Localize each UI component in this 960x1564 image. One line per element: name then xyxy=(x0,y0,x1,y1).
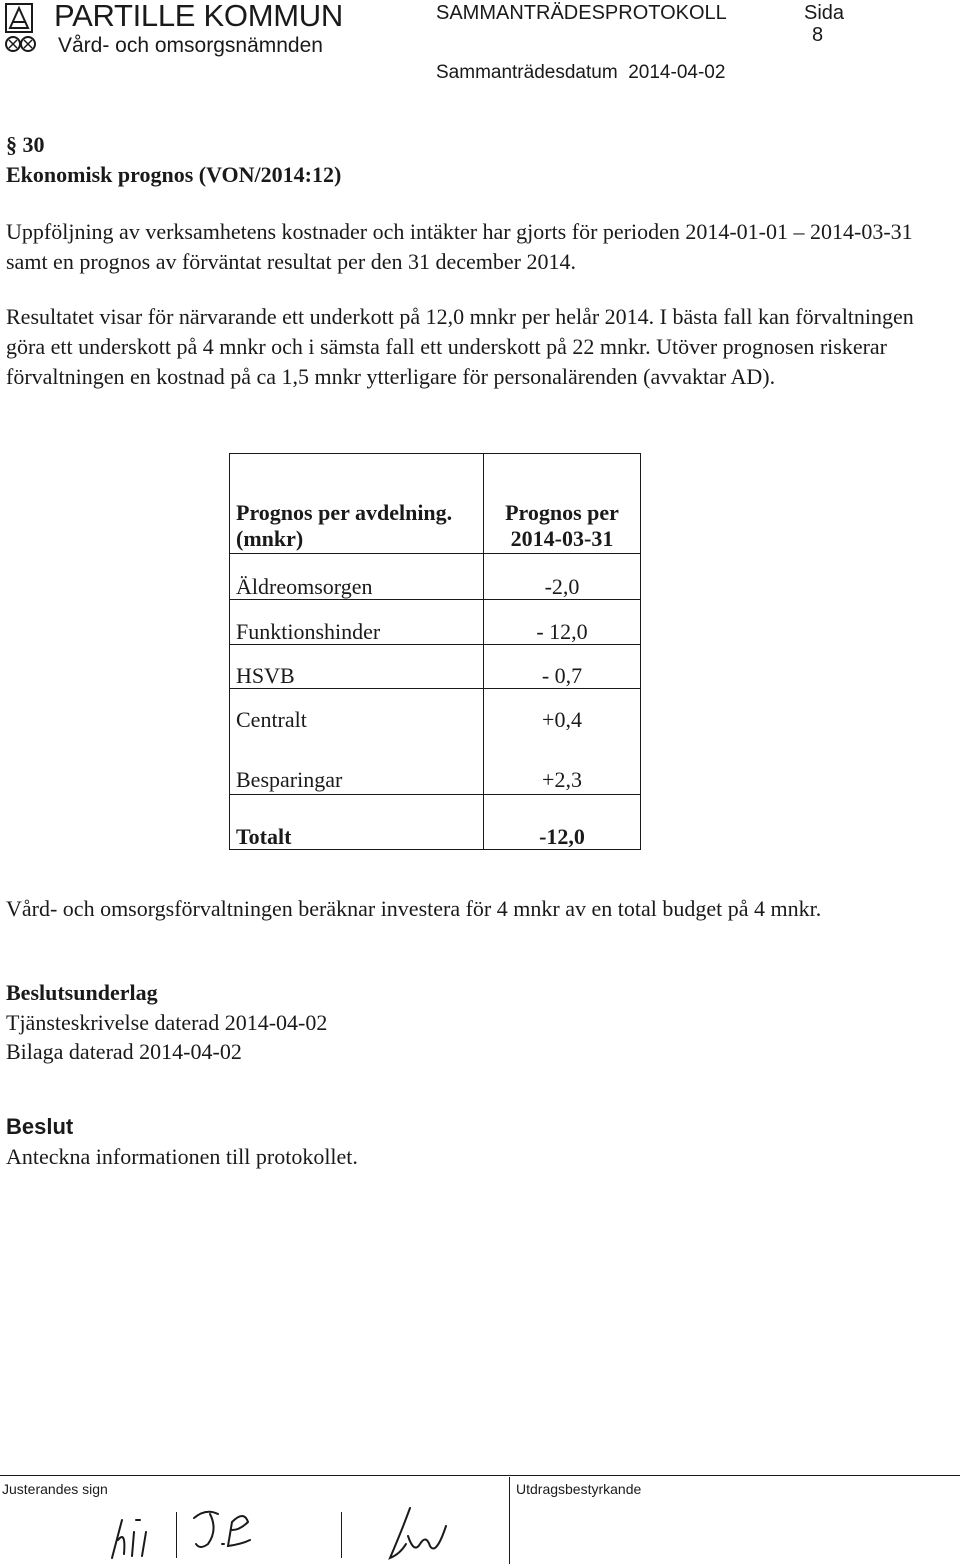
initials-divider xyxy=(176,1512,177,1558)
decision-text: Anteckna informationen till protokollet. xyxy=(6,1144,358,1169)
table-divider xyxy=(230,599,640,600)
initial-signature-3 xyxy=(380,1500,460,1564)
table-row-value: +0,4 xyxy=(542,707,582,732)
table-divider xyxy=(230,553,640,554)
table-header-left-2: (mnkr) xyxy=(236,526,304,551)
org-subtitle: Vård- och omsorgsnämnden xyxy=(58,34,323,57)
initial-signature-1 xyxy=(100,1500,170,1564)
table-row-value: - 0,7 xyxy=(541,663,583,688)
extract-certifier-label: Utdragsbestyrkande xyxy=(516,1481,642,1497)
meeting-date-value: 2014-04-02 xyxy=(628,62,726,83)
meeting-date-label: Sammanträdesdatum xyxy=(436,62,618,83)
initials-divider xyxy=(341,1512,342,1558)
paragraph-intro: Uppföljning av verksamhetens kostnader och intäkter har gjorts för perioden 2014-01-01 – 2014-03-31 samt en prognos av förväntat resultat per den 31 december 2014. xyxy=(6,219,913,274)
table-row-label: Äldreomsorgen xyxy=(236,574,373,599)
basis-item: Tjänsteskrivelse daterad 2014-04-02 xyxy=(6,1010,328,1035)
table-divider xyxy=(230,688,640,689)
basis-item: Bilaga daterad 2014-04-02 xyxy=(6,1039,242,1064)
basis-heading: Beslutsunderlag xyxy=(6,980,158,1005)
table-total-label: Totalt xyxy=(236,824,292,849)
table-row-label: Funktionshinder xyxy=(236,619,381,644)
footer-divider xyxy=(509,1477,510,1564)
table-total-value: -12,0 xyxy=(539,824,585,849)
table-header-right-2: 2014-03-31 xyxy=(510,526,614,551)
page-label: Sida xyxy=(804,2,845,24)
table-row-value: - 12,0 xyxy=(536,619,588,644)
decision-heading: Beslut xyxy=(6,1114,74,1139)
forecast-table xyxy=(229,453,641,850)
paragraph-result: Resultatet visar för närvarande ett underkott på 12,0 mnkr per helår 2014. I bästa fall kan förvaltningen göra ett underskott på 4 mnkr och i sämsta fall ett underskott på 22 mnkr. Utöver prognosen riskerar förvaltningen en kostnad på ca 1,5 mnkr ytterligare för personalärenden (avvaktar AD). xyxy=(6,304,914,389)
crest-icon xyxy=(4,2,48,58)
table-divider xyxy=(230,794,640,795)
table-row-label: Centralt xyxy=(236,707,307,732)
table-row-value: +2,3 xyxy=(542,767,582,792)
paragraph-investment: Vård- och omsorgsförvaltningen beräknar investera för 4 mnkr av en total budget på 4 mnkr. xyxy=(6,896,822,921)
table-header-right-1: Prognos per xyxy=(505,500,619,525)
page-number: 8 xyxy=(812,24,824,46)
table-divider xyxy=(230,644,640,645)
section-title: Ekonomisk prognos (VON/2014:12) xyxy=(6,162,342,187)
table-row-label: Besparingar xyxy=(236,767,343,792)
table-header-left-1: Prognos per avdelning. xyxy=(236,500,453,525)
initial-signature-2 xyxy=(188,1500,268,1564)
footer-rule xyxy=(0,1475,960,1476)
adjuster-sign-label: Justerandes sign xyxy=(2,1481,108,1497)
table-row-value: -2,0 xyxy=(544,574,580,599)
table-row-label: HSVB xyxy=(236,663,295,688)
meeting-date xyxy=(436,62,725,84)
org-name: PARTILLE KOMMUN xyxy=(54,0,343,33)
paragraph-number: § 30 xyxy=(6,132,45,157)
document-type: SAMMANTRÄDESPROTOKOLL xyxy=(436,2,727,24)
